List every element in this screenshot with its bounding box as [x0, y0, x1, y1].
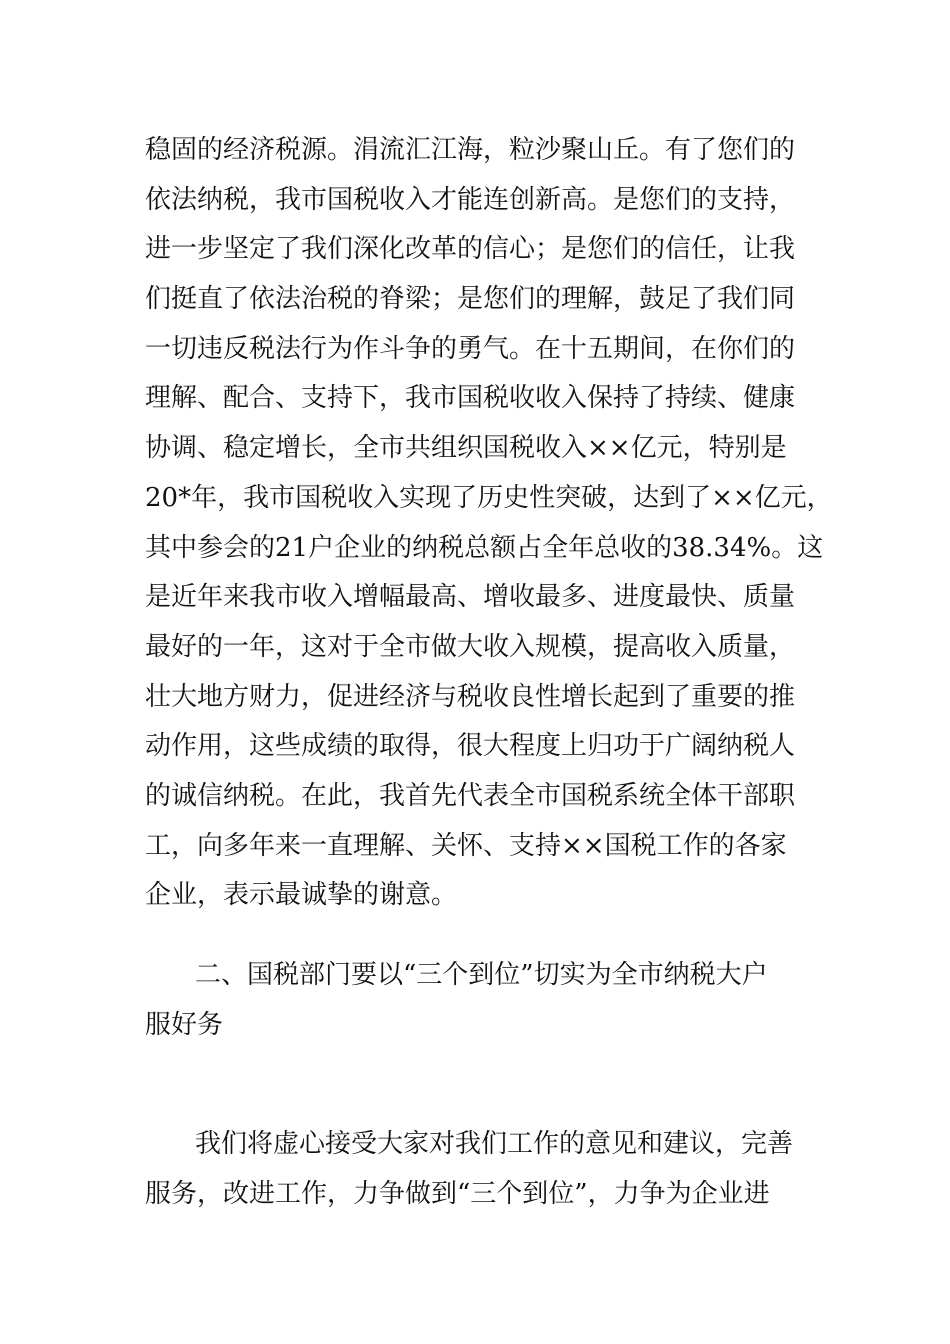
- paragraph-line: 企业，表示最诚挚的谢意。: [145, 880, 458, 911]
- paragraph-line: 依法纳税，我市国税收入才能连创新高。是您们的支持，: [145, 184, 796, 215]
- paragraph-line: 一切违反税法行为作斗争的勇气。在十五期间，在你们的: [145, 333, 796, 364]
- heading-line: 二、国税部门要以“三个到位”切实为全市纳税大户: [195, 960, 768, 990]
- paragraph-line: 其中参会的21户企业的纳税总额占全年总收的38.34%。这: [145, 532, 824, 563]
- paragraph-line: 20*年，我市国税收入实现了历史性突破，达到了××亿元，: [145, 482, 833, 513]
- paragraph-line: 进一步坚定了我们深化改革的信心；是您们的信任，让我: [145, 234, 796, 265]
- body-paragraph: [145, 1120, 825, 1219]
- paragraph-line: 理解、配合、支持下，我市国税收收入保持了持续、健康: [145, 383, 796, 414]
- paragraph-line: 我们将虚心接受大家对我们工作的意见和建议，完善: [195, 1129, 794, 1159]
- section-heading: [145, 951, 825, 1050]
- body-paragraph: [145, 126, 833, 921]
- paragraph-line: 壮大地方财力，促进经济与税收良性增长起到了重要的推: [145, 681, 796, 712]
- paragraph-line: 工，向多年来一直理解、关怀、支持××国税工作的各家: [145, 830, 787, 861]
- paragraph-line: 最好的一年，这对于全市做大收入规模，提高收入质量，: [145, 631, 796, 662]
- paragraph-line: 们挺直了依法治税的脊梁；是您们的理解，鼓足了我们同: [145, 284, 796, 315]
- heading-line: 服好务: [145, 1009, 224, 1040]
- paragraph-line: 动作用，这些成绩的取得，很大程度上归功于广阔纳税人: [145, 731, 796, 762]
- paragraph-line: 服务，改进工作，力争做到“三个到位”，力争为企业进: [145, 1178, 770, 1209]
- paragraph-line: 协调、稳定增长，全市共组织国税收入××亿元，特别是: [145, 433, 787, 464]
- paragraph-line: 是近年来我市收入增幅最高、增收最多、进度最快、质量: [145, 582, 796, 613]
- paragraph-line: 的诚信纳税。在此，我首先代表全市国税系统全体干部职: [145, 780, 796, 811]
- paragraph-line: 稳固的经济税源。涓流汇江海，粒沙聚山丘。有了您们的: [145, 135, 796, 165]
